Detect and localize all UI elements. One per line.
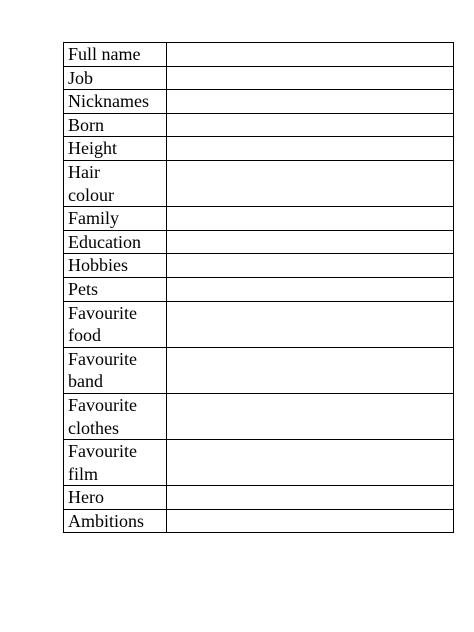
field-label: Nicknames — [68, 91, 149, 112]
field-value-cell[interactable] — [167, 160, 454, 206]
field-value-cell[interactable] — [167, 66, 454, 90]
field-label: Education — [68, 231, 141, 252]
field-value-cell[interactable] — [167, 440, 454, 486]
field-value-cell[interactable] — [167, 207, 454, 231]
field-value-cell[interactable] — [167, 486, 454, 510]
field-value-cell[interactable] — [167, 90, 454, 114]
table-row — [64, 137, 454, 161]
field-label: Favourite — [68, 348, 137, 369]
table-row — [64, 160, 454, 206]
table-row — [64, 301, 454, 347]
field-label-cell — [64, 277, 167, 301]
field-label: Height — [68, 138, 117, 159]
field-label: Hobbies — [68, 255, 128, 276]
field-value-cell[interactable] — [167, 137, 454, 161]
field-label-cell — [64, 137, 167, 161]
field-label: Favourite — [68, 302, 137, 323]
field-label-cell — [64, 43, 167, 67]
field-label-cell — [64, 393, 167, 439]
table-row — [64, 486, 454, 510]
field-value-cell[interactable] — [167, 347, 454, 393]
field-label-cell — [64, 440, 167, 486]
table-row — [64, 393, 454, 439]
field-label: Favourite — [68, 394, 137, 415]
character-profile-table — [63, 42, 454, 533]
field-label-cell — [64, 90, 167, 114]
field-label-cell — [64, 301, 167, 347]
field-value-cell[interactable] — [167, 509, 454, 533]
field-label: Full name — [68, 44, 141, 64]
table-body — [64, 43, 454, 533]
table-row — [64, 66, 454, 90]
table-row — [64, 43, 454, 67]
field-label: Born — [68, 114, 104, 135]
document-page — [63, 42, 454, 533]
field-label-cell — [64, 160, 167, 206]
field-label: Job — [68, 67, 94, 88]
table-row — [64, 207, 454, 231]
field-label: Family — [68, 208, 120, 229]
field-label-cell — [64, 254, 167, 278]
field-label: Hair — [68, 161, 100, 182]
field-label: Ambitions — [68, 510, 145, 531]
field-label-cell — [64, 113, 167, 137]
field-label-cell — [64, 230, 167, 254]
field-label: film — [68, 463, 98, 484]
table-row — [64, 440, 454, 486]
field-label: Hero — [68, 487, 104, 508]
field-value-cell[interactable] — [167, 254, 454, 278]
table-row — [64, 113, 454, 137]
field-value-cell[interactable] — [167, 113, 454, 137]
field-label: Favourite — [68, 441, 137, 462]
field-label: colour — [68, 184, 114, 205]
field-label-cell — [64, 486, 167, 510]
field-value-cell[interactable] — [167, 43, 454, 67]
table-row — [64, 254, 454, 278]
field-label: Pets — [68, 278, 99, 299]
field-label-cell — [64, 66, 167, 90]
field-label-cell — [64, 207, 167, 231]
field-label-cell — [64, 509, 167, 533]
field-value-cell[interactable] — [167, 230, 454, 254]
field-value-cell[interactable] — [167, 393, 454, 439]
field-label-cell — [64, 347, 167, 393]
field-value-cell[interactable] — [167, 301, 454, 347]
field-label: food — [68, 325, 101, 346]
table-row — [64, 347, 454, 393]
table-row — [64, 277, 454, 301]
table-row — [64, 90, 454, 114]
field-label: clothes — [68, 417, 119, 438]
table-row — [64, 509, 454, 533]
field-label: band — [68, 371, 103, 392]
table-row — [64, 230, 454, 254]
field-value-cell[interactable] — [167, 277, 454, 301]
